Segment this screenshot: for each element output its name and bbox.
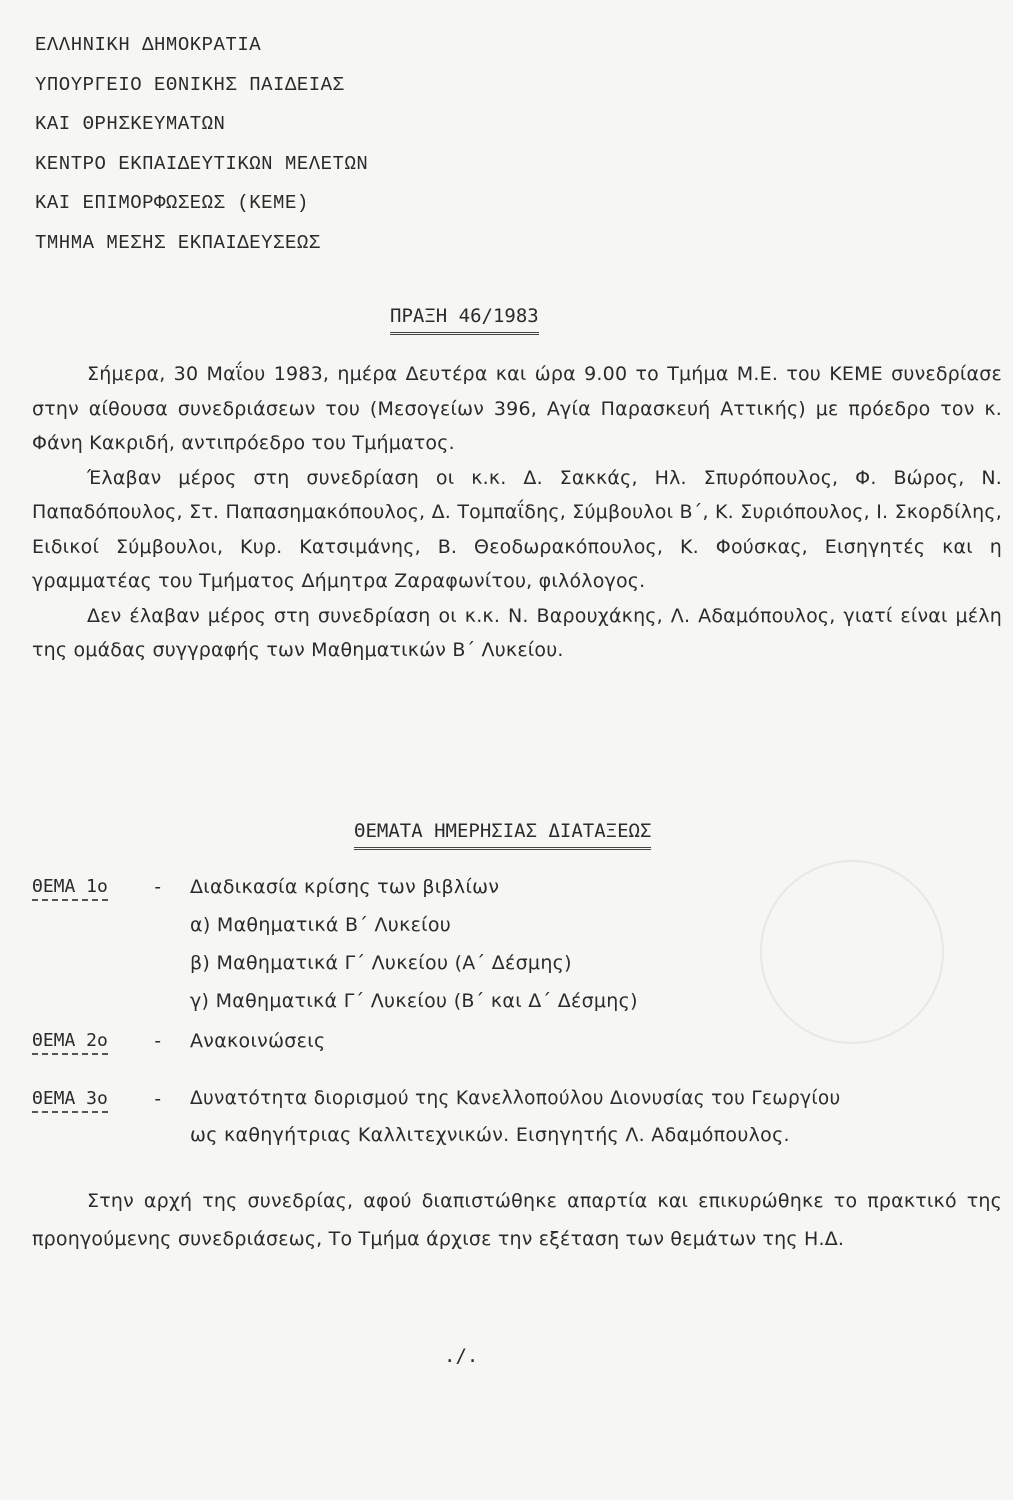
letterhead-line: ΚΑΙ ΕΠΙΜΟΡΦΩΣΕΩΣ (ΚΕΜΕ) (35, 192, 309, 214)
act-title (390, 305, 539, 327)
closing-block (32, 1182, 1002, 1258)
letterhead-line: ΤΜΗΜΑ ΜΕΣΗΣ ΕΚΠΑΙΔΕΥΣΕΩΣ (35, 231, 321, 254)
agenda-title (354, 820, 651, 842)
theme-3-text-line-2: ως καθηγήτριας Καλλιτεχνικών. Εισηγητής Λ. Αδαμόπουλος. (190, 1124, 790, 1146)
letterhead-line: ΚΑΙ ΘΡΗΣΚΕΥΜΑΤΩΝ (35, 113, 226, 135)
agenda-title-text: ΘΕΜΑΤΑ ΗΜΕΡΗΣΙΑΣ ΔΙΑΤΑΞΕΩΣ (354, 820, 652, 842)
intro-paragraph-2: Έλαβαν μέρος στη συνεδρίαση οι κ.κ. Δ. Σακκάς, Ηλ. Σπυρόπουλος, Φ. Βώρος, Ν. Παπαδόπουλος, Στ. Παπασημακόπουλος, Δ. Τομπαΐδης, Σύμβουλοι Β΄, Κ. Συριόπουλος, Ι. Σκορδίλης, Ειδικοί Σύμβουλοι, Κυρ. Κατσιμάνης, Β. Θεοδωρακόπουλος, Κ. Φούσκας, Εισηγητές και η γραμματέας του Τμήματος Δήμητρα Ζαραφωνίτου, φιλόλογος. (32, 466, 1002, 592)
theme-1-label: ΘΕΜΑ 1ο (32, 876, 108, 897)
theme-2-text: Ανακοινώσεις (190, 1030, 326, 1052)
theme-1-item-c: γ) Μαθηματικά Γ΄ Λυκείου (Β΄ και Δ΄ Δέσμης) (190, 990, 638, 1012)
theme-1-text: Διαδικασία κρίσης των βιβλίων (190, 876, 500, 898)
theme-3-label: ΘΕΜΑ 3ο (32, 1088, 108, 1109)
theme-3-dash: - (152, 1088, 164, 1110)
theme-3-text-line-1: Δυνατότητα διορισμού της Κανελλοπούλου Διονυσίας του Γεωργίου (190, 1088, 841, 1109)
intro-block (32, 357, 1002, 668)
letterhead-line: ΥΠΟΥΡΓΕΙΟ ΕΘΝΙΚΗΣ ΠΑΙΔΕΙΑΣ (35, 73, 345, 96)
letterhead-line: ΕΛΛΗΝΙΚΗ ΔΗΜΟΚΡΑΤΙΑ (35, 34, 262, 56)
theme-1-item-a: α) Μαθηματικά Β΄ Λυκείου (190, 914, 452, 936)
theme-1-item-b: β) Μαθηματικά Γ΄ Λυκείου (Α΄ Δέσμης) (190, 952, 572, 974)
closing-paragraph: Στην αρχή της συνεδρίας, αφού διαπιστώθηκε απαρτία και επικυρώθηκε το πρακτικό της προηγούμενης συνεδριάσεως, Το Τμήμα άρχισε την εξέταση των θεμάτων της Η.Δ. (32, 1190, 1002, 1250)
letterhead-line: ΚΕΝΤΡΟ ΕΚΠΑΙΔΕΥΤΙΚΩΝ ΜΕΛΕΤΩΝ (35, 152, 369, 175)
bleed-through-seal (760, 860, 944, 1044)
theme-2-label: ΘΕΜΑ 2ο (32, 1030, 108, 1051)
letterhead (35, 30, 368, 267)
end-mark: ./. (444, 1345, 479, 1367)
intro-paragraph-1: Σήμερα, 30 Μαΐου 1983, ημέρα Δευτέρα και ώρα 9.00 το Τμήμα Μ.Ε. του ΚΕΜΕ συνεδρίασε στην αίθουσα συνεδριάσεων του (Μεσογείων 396, Αγία Παρασκευή Αττικής) με πρόεδρο τον κ. Φάνη Κακριδή, αντιπρόεδρο του Τμήματος. (32, 363, 1002, 454)
theme-1-dash: - (152, 876, 164, 898)
theme-2-dash: - (152, 1030, 164, 1052)
intro-paragraph-3: Δεν έλαβαν μέρος στη συνεδρίαση οι κ.κ. Ν. Βαρουχάκης, Λ. Αδαμόπουλος, γιατί είναι μέλη της ομάδας συγγραφής των Μαθηματικών Β΄ Λυκείου. (32, 604, 1002, 661)
act-title-text: ΠΡΑΞΗ 46/1983 (390, 305, 539, 327)
